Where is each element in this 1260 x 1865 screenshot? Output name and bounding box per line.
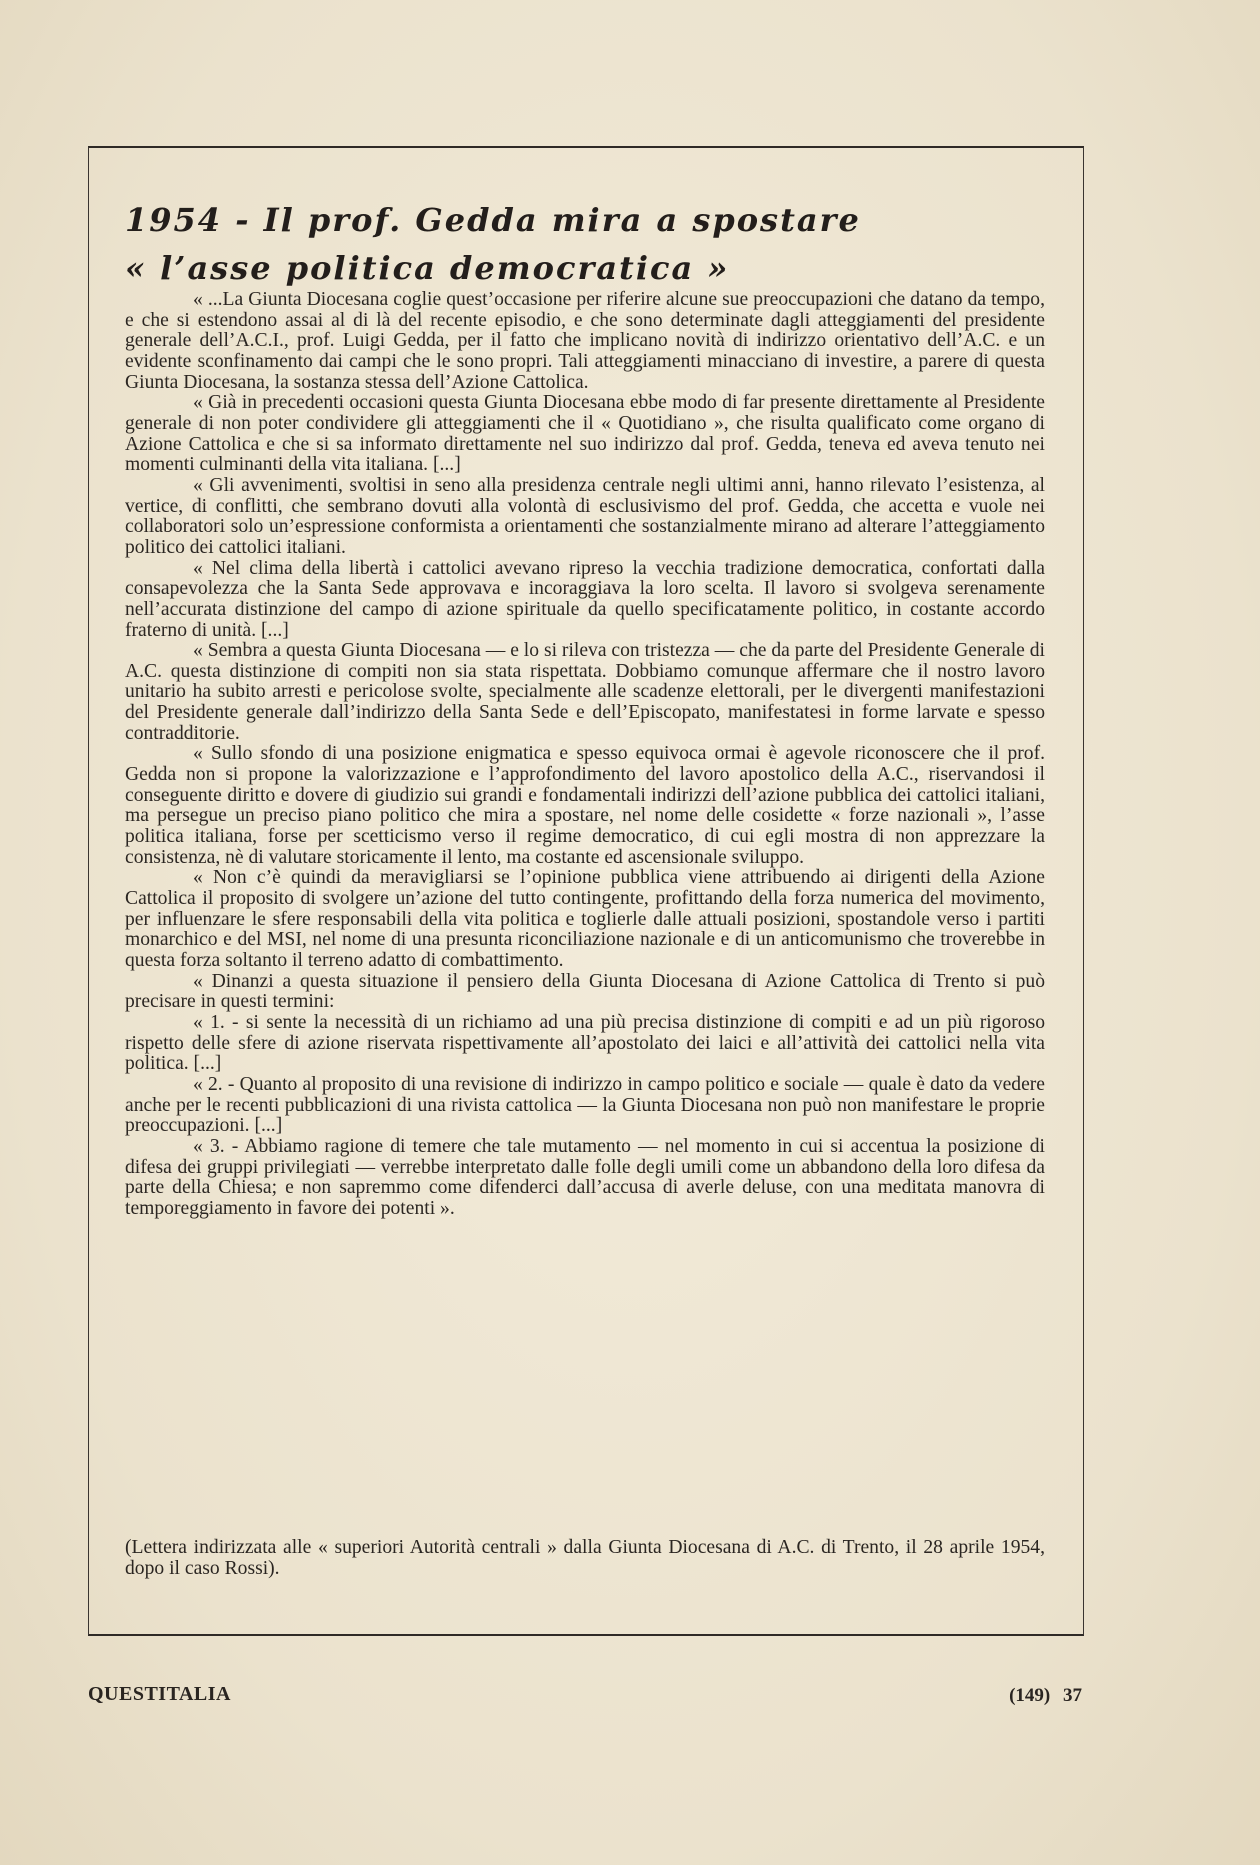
page-number-block (1001, 1685, 1082, 1707)
paragraph: « Gli avvenimenti, svoltisi in seno alla presidenza centrale negli ultimi anni, hanno rilevato l’esistenza, al vertice, di conflitti, che sembrano dovuti alla volontà di esclusivismo del prof. Gedda, che accetta e vuole nei collaboratori solo un’espressione conformista a orientamenti che sostanzialmente mirano ad alterare l’atteggiamento politico dei cattolici italiani. (125, 474, 1045, 558)
article-title-line-1: 1954 - Il prof. Gedda mira a spostare (125, 201, 861, 239)
paragraph: « 3. - Abbiamo ragione di temere che tale mutamento — nel momento in cui si accentua la posizione di difesa dei gruppi privilegiati — verrebbe interpretato dalle folle degli umili come un abbandono della loro difesa da parte della Chiesa; e non sapremmo come difenderci dall’accusa di averle deluse, con una meditata manovra di temporeggiamento in favore dei potenti ». (125, 1135, 1045, 1219)
article-title-line-2: « l’asse politica democratica » (125, 249, 730, 287)
paragraph: « Nel clima della libertà i cattolici avevano ripreso la vecchia tradizione democratica, confortati dalla consapevolezza che la Santa Sede approvava e incoraggiava la loro scelta. Il lavoro si svolgeva serenamente nell’accurata distinzione del campo di azione spirituale da quello specificatamente politico, in costante accordo fraterno di unità. [...] (125, 557, 1045, 641)
paragraph: « 1. - si sente la necessità di un richiamo ad una più precisa distinzione di compiti e ad un più rigoroso rispetto delle sfere di azione riservata rispettivamente all’apostolato dei laici e all’attività dei cattolici nella vita politica. [...] (125, 1011, 1045, 1075)
source-caption: (Lettera indirizzata alle « superiori Autorità centrali » dalla Giunta Diocesana di A.C. di Trento, il 28 aprile 1954, dopo il caso Rossi). (125, 1537, 1045, 1579)
paragraph: « Sullo sfondo di una posizione enigmatica e spesso equivoca ormai è agevole riconoscere che il prof. Gedda non si propone la valorizzazione e l’approfondimento del lavoro apostolico della A.C., riservandosi il conseguente diritto e dovere di giudizio sui grandi e fondamentali indirizzi dell’azione pubblica dei cattolici italiani, ma persegue un preciso piano politico che mira a spostare, nel nome delle cosidette « forze nazionali », l’asse politica italiana, forse per scetticismo verso il regime democratico, di cui egli mostra di non apprezzare la consistenza, nè di valutare storicamente il lento, ma costante ed ascensionale sviluppo. (125, 743, 1045, 868)
magazine-name: QUESTITALIA (88, 1683, 231, 1705)
paragraph: « ...La Giunta Diocesana coglie quest’occasione per riferire alcune sue preoccupazioni che datano da tempo, e che si estendono assai al di là del recente episodio, e che sono determinate dagli atteggiamenti del presidente generale dell’A.C.I., prof. Luigi Gedda, per il fatto che implicano novità di indirizzo orientativo dell’A.C. e un evidente sconfinamento dai campi che le sono propri. Tali atteggiamenti minacciano di investire, a parere di questa Giunta Diocesana, la sostanza stessa dell’Azione Cattolica. (125, 289, 1045, 393)
paragraph: « Non c’è quindi da meravigliarsi se l’opinione pubblica viene attribuendo ai dirigenti della Azione Cattolica il proposito di svolgere un’azione del tutto contingente, profittando della forza numerica del movimento, per influenzare le sfere responsabili della vita politica e toglierle dalle attuali posizioni, spostandole verso i partiti monarchico e del MSI, nel nome di una presunta riconciliazione nazionale e di un anticomunismo che troverebbe in questa forza soltanto il terreno adatto di combattimento. (125, 867, 1045, 971)
page-number: 37 (1063, 1685, 1082, 1706)
paragraph: « 2. - Quanto al proposito di una revisione di indirizzo in campo politico e sociale — quale è dato da vedere anche per le recenti pubblicazioni di una rivista cattolica — la Giunta Diocesana non può non manifestare le proprie preoccupazioni. [...] (125, 1073, 1045, 1137)
paragraph: « Dinanzi a questa situazione il pensiero della Giunta Diocesana di Azione Cattolica di Trento si può precisare in questi termini: (125, 970, 1045, 1013)
issue-page-number: (149) (1009, 1685, 1051, 1706)
article-title (125, 196, 1025, 292)
article-body (125, 290, 1045, 1220)
paragraph: « Già in precedenti occasioni questa Giunta Diocesana ebbe modo di far presente direttamente al Presidente generale di non poter condividere gli atteggiamenti che il « Quotidiano », che risulta qualificato come organo di Azione Cattolica e che si sa informato direttamente nel suo indirizzo dal prof. Gedda, teneva ed aveva tenuto nei momenti culminanti della vita italiana. [...] (125, 392, 1045, 476)
paragraph: « Sembra a questa Giunta Diocesana — e lo si rileva con tristezza — che da parte del Presidente Generale di A.C. questa distinzione di compiti non sia stata rispettata. Dobbiamo comunque affermare che il nostro lavoro unitario ha subito arresti e pericolose svolte, specialmente alle scadenze elettorali, per le divergenti manifestazioni del Presidente generale dall’indirizzo della Santa Sede e dell’Episcopato, manifestatesi in forme larvate e spesso contradditorie. (125, 640, 1045, 744)
